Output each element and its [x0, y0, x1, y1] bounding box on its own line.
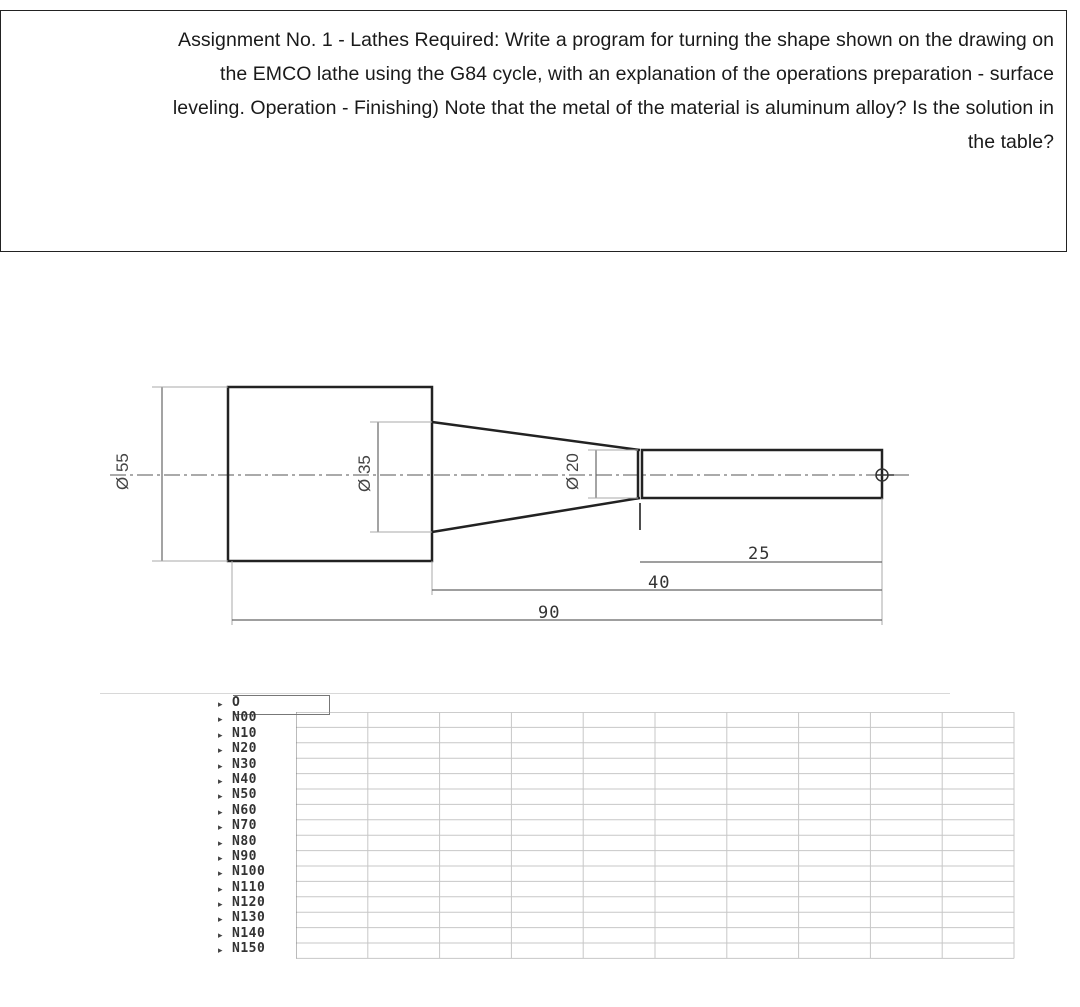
- assignment-line-1: Assignment No. 1 - Lathes Required: Write a program for turning the shape shown on the drawing on: [178, 29, 1054, 51]
- block-row: [218, 757, 298, 772]
- block-row: [218, 772, 298, 787]
- taper-top-edge: [432, 422, 640, 450]
- block-number: N140: [232, 925, 266, 941]
- assignment-line-3: leveling. Operation - Finishing) Note that the metal of the material is aluminum alloy? Is the solution in: [172, 97, 1054, 119]
- assignment-line-2: the EMCO lathe using the G84 cycle, with an explanation of the operations preparation - surface: [220, 63, 1054, 85]
- arrow-icon: ▸: [218, 746, 223, 757]
- block-number: N20: [232, 741, 257, 757]
- dim-label-diameter-55: Ø 55: [113, 453, 132, 490]
- program-label: O: [232, 695, 241, 710]
- large-cylinder: [228, 387, 432, 561]
- arrow-icon: ▸: [218, 776, 223, 787]
- dim-label-diameter-20: Ø 20: [563, 453, 582, 490]
- block-number-column: [218, 695, 298, 957]
- block-number: N100: [232, 864, 266, 880]
- block-row: [218, 741, 298, 756]
- block-row: [218, 710, 298, 725]
- block-number: N110: [232, 879, 266, 895]
- block-number: N50: [232, 787, 257, 803]
- block-number: N10: [232, 725, 257, 741]
- table-top-line: [100, 693, 950, 694]
- arrow-icon: ▸: [218, 930, 223, 941]
- answer-grid: [296, 712, 1018, 960]
- block-number: N60: [232, 802, 257, 818]
- dim-label-length-25: 25: [748, 544, 771, 564]
- assignment-text: [1, 11, 1066, 159]
- arrow-icon: ▸: [218, 807, 223, 818]
- dim-label-length-40: 40: [648, 573, 671, 593]
- block-number: N70: [232, 818, 257, 834]
- block-number: N30: [232, 756, 257, 772]
- arrow-icon: ▸: [218, 853, 223, 864]
- arrow-icon: ▸: [218, 838, 223, 849]
- assignment-line-4: the table?: [967, 131, 1054, 153]
- block-row: [218, 880, 298, 895]
- block-row: [218, 818, 298, 833]
- block-number: N130: [232, 910, 266, 926]
- arrow-icon: ▸: [218, 884, 223, 895]
- block-row: [218, 787, 298, 802]
- block-row: [218, 803, 298, 818]
- arrow-icon: ▸: [218, 823, 223, 834]
- dim-label-diameter-35: Ø 35: [355, 455, 374, 492]
- program-label-row: [218, 695, 298, 710]
- block-number: N00: [232, 710, 257, 726]
- block-number: N120: [232, 895, 266, 911]
- arrow-icon: ▸: [218, 900, 223, 911]
- arrow-icon: ▸: [218, 946, 223, 957]
- arrow-icon: ▸: [218, 730, 223, 741]
- block-row: [218, 910, 298, 925]
- arrow-icon: ▸: [218, 869, 223, 880]
- block-number: N40: [232, 771, 257, 787]
- arrow-icon: ▸: [218, 792, 223, 803]
- arrow-icon: ▸: [218, 715, 223, 726]
- block-row: [218, 726, 298, 741]
- program-table: [100, 690, 950, 980]
- taper-bottom-edge: [432, 498, 640, 532]
- arrow-icon: ▸: [218, 915, 223, 926]
- block-row: [218, 926, 298, 941]
- block-row: [218, 864, 298, 879]
- block-number: N80: [232, 833, 257, 849]
- block-row: [218, 941, 298, 956]
- arrow-icon: ▸: [218, 761, 223, 772]
- block-row: [218, 834, 298, 849]
- small-cylinder: [642, 450, 882, 498]
- assignment-box: [0, 10, 1067, 252]
- technical-drawing: [0, 370, 1000, 640]
- block-number: N150: [232, 941, 266, 957]
- block-row: [218, 895, 298, 910]
- block-number: N90: [232, 848, 257, 864]
- dim-label-length-90: 90: [538, 603, 561, 623]
- arrow-icon: ▸: [218, 700, 223, 710]
- block-row: [218, 849, 298, 864]
